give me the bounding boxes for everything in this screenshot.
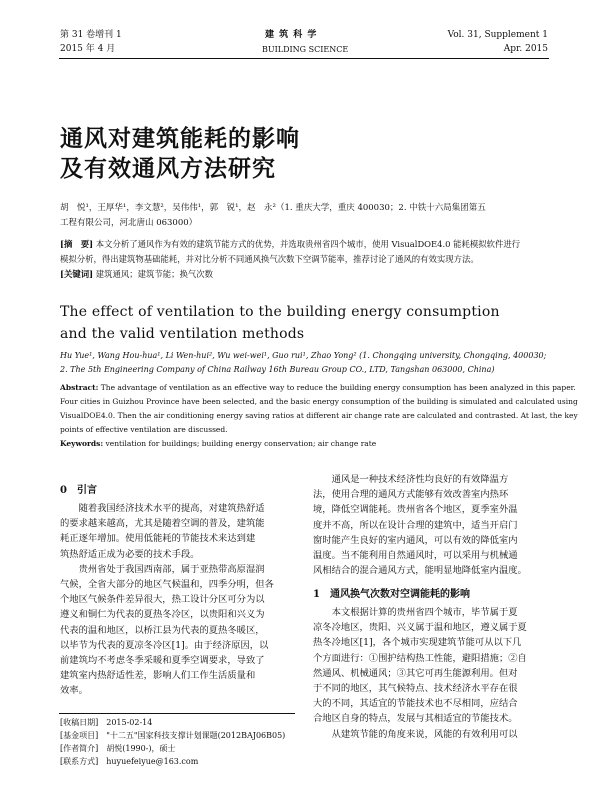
left-column-body: [60, 501, 296, 699]
left-p2-l9: 效率。: [60, 685, 88, 697]
right-p2-l7: 大的不同，其适宜的节能技术也不尽相同，应结合: [313, 698, 518, 710]
footnote-fund: [基金项目] "十二五"国家科技支撑计划课题(2012BAJ06B05): [60, 731, 286, 740]
right-p1-l2: 法，使用合理的通风方式能够有效改善室内热环: [313, 489, 509, 501]
right-p1-l6: 温度。当不能利用自然通风时，可以采用与机械通: [313, 550, 518, 562]
left-p2-l2: 气候，全省大部分的地区气候温和，四季分明，但各: [60, 579, 274, 591]
right-p1-l4: 度并不高，所以在设计合理的建筑中，适当开启门: [313, 519, 518, 531]
title-en-line1: The effect of ventilation to the building energy consumption: [60, 304, 500, 320]
left-p1-l4: 筑热舒适正成为必要的技术手段。: [60, 548, 200, 560]
right-p1-l3: 境，降低空调能耗。贵州省各个地区，夏季室外温: [313, 504, 518, 516]
left-p2-l6: 以毕节为代表的夏凉冬冷区[1]。由于经济原因，以: [60, 639, 269, 651]
right-p2-l4: 个方面进行：①围护结构热工性能，避阳措施；②自: [313, 652, 527, 664]
abstract-en-line2: Four cities in Guizhou Province have been selected, and the basic energy consumption of the building is simulated and calculated using: [60, 397, 578, 406]
left-p2-l3: 个地区气候条件差异很大，热工设计分区可分为以: [60, 594, 265, 606]
right-p2-l1: 本文根据计算的贵州省四个城市，毕节属于夏: [331, 607, 518, 618]
header-journal-cn: 建 筑 科 学: [265, 30, 318, 40]
footnote-contact: [联系方式] huyuefeiyue@163.com: [60, 757, 199, 766]
abstract-en-label: Abstract:: [60, 383, 99, 392]
section-0-heading: 0 引言: [60, 485, 97, 496]
right-p2-l3: 热冬冷地区[1]，各个城市实现建筑节能可从以下几: [313, 637, 522, 649]
right-p3-l1: 从建筑节能的角度来说，风能的有效利用可以: [331, 728, 518, 740]
left-p2-l7: 前建筑均不考虑冬季采暖和夏季空调要求，导致了: [60, 655, 265, 667]
right-column-intro: [313, 472, 549, 578]
authors-en-line2: 2. The 5th Engineering Company of China Railway 16th Bureau Group CO., LTD, Tangshan 063000, China): [60, 365, 495, 374]
keywords-cn-label: [关键词]: [60, 269, 94, 279]
abstract-en-line1: [60, 381, 576, 394]
footnote-received: [收稿日期] 2015-02-14: [60, 718, 153, 727]
keywords-en-label: Keywords:: [60, 439, 104, 448]
header-rule: [59, 58, 549, 59]
left-p1-l1: 随着我国经济技术水平的提高，对建筑热舒适: [78, 503, 265, 514]
right-p1-l5: 窗时能产生良好的室内通风，可以有效的降低室内: [313, 534, 518, 546]
right-p2-l5: 然通风、机械通风；③其它可再生能源利用。但对: [313, 667, 518, 679]
right-p2-l2: 凉冬冷地区，贵阳、兴义属于温和地区，遵义属于夏: [313, 622, 527, 634]
right-p2-l8: 合地区自身的特点，发展与其相适宜的节能技术。: [313, 713, 518, 725]
right-p1-l1: 通风是一种技术经济性均良好的有效降温方: [331, 474, 509, 485]
left-p2-l1: 贵州省处于我国西南部，属于亚热带高原湿润: [78, 563, 265, 575]
authors-cn-line1: 胡 悦¹，王厚华¹，李文慧²，吴伟伟¹，郭 锐¹，赵 永²（1. 重庆大学，重庆 400030；2. 中铁十六局集团第五: [60, 203, 486, 213]
header-journal-en: BUILDING SCIENCE: [262, 45, 349, 54]
abstract-cn-text1: 本文分析了通风作为有效的建筑节能方式的优势，并选取贵州省四个城市，使用 VisualDOE4.0 能耗模拟软件进行: [95, 239, 521, 249]
authors-cn-line2: 工程有限公司，河北唐山 063000）: [60, 218, 198, 228]
keywords-cn-text: 建筑通风；建筑节能；换气次数: [95, 269, 213, 279]
footnote-author: [作者简介] 胡悦(1990-)，硕士: [60, 744, 176, 753]
header-volume: 第 31 卷增刊 1: [60, 30, 122, 40]
footnote-rule: [59, 713, 295, 714]
header-date-en: Apr. 2015: [503, 44, 548, 54]
left-p2-l5: 代表的温和地区，以桥江县为代表的夏热冬暖区，: [60, 624, 265, 636]
abstract-en-text1: The advantage of ventilation as an effective way to reduce the building energy consumption has been analyzed in this paper.: [100, 383, 576, 392]
right-column-body: [313, 605, 549, 742]
left-p2-l8: 建筑室内热舒适性差，影响人们工作生活质量和: [60, 670, 256, 682]
header-date: 2015 年 4 月: [60, 44, 116, 54]
right-p2-l6: 于不同的地区，其气候特点、技术经济水平存在很: [313, 683, 518, 695]
keywords-en: [60, 437, 376, 450]
authors-en-line1: Hu Yue¹, Wang Hou-hua¹, Li Wen-hui², Wu wei-wei¹, Guo rui¹, Zhao Yong² (1. Chongqing university, Chongqing, 400030;: [60, 351, 547, 360]
abstract-en-line4: points of effective ventilation are discussed.: [60, 425, 228, 434]
keywords-en-text: ventilation for buildings; building energy conservation; air change rate: [105, 439, 377, 448]
abstract-cn-label: [摘 要]: [60, 239, 94, 249]
abstract-cn-line2: 模拟分析，得出建筑物基础能耗，并对比分析不同通风换气次数下空调节能率，推荐讨论了通风的有效实现方法。: [60, 254, 479, 264]
title-en-line2: and the valid ventilation methods: [60, 326, 305, 342]
header-vol-en: Vol. 31, Supplement 1: [447, 30, 548, 40]
title-cn-line1: 通风对建筑能耗的影响: [60, 125, 300, 152]
right-p1-l7: 风相结合的混合通风方式，能明显地降低室内温度。: [313, 565, 527, 577]
left-p1-l3: 耗正逐年增加。使用低能耗的节能技术来达到建: [60, 533, 256, 545]
abstract-cn-line1: [60, 238, 520, 251]
title-cn-line2: 及有效通风方法研究: [60, 155, 276, 182]
abstract-en-line3: VisualDOE4.0. Then the air conditioning energy saving ratios at different air change rate are calculated and contrasted. At last, the key: [60, 411, 578, 420]
section-1-heading: 1 通风换气次数对空调能耗的影响: [313, 589, 470, 600]
left-p1-l2: 的要求越来越高，尤其是随着空调的普及，建筑能: [60, 518, 265, 530]
keywords-cn: [60, 268, 213, 281]
left-p2-l4: 遵义和铜仁为代表的夏热冬冷区，以贵阳和兴义为: [60, 609, 265, 621]
